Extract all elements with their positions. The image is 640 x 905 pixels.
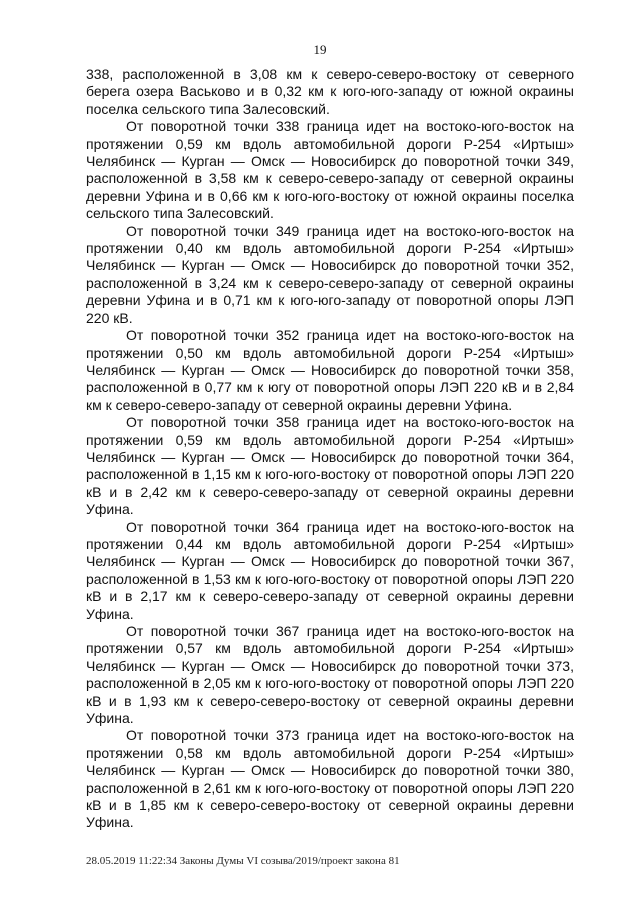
paragraph-point-358: От поворотной точки 358 граница идет на востоко-юго-восток на протяжении 0,59 км вдоль автомобильной дороги Р-254 «Иртыш» Челябинск — Курган — Омск — Новосибирск до поворотной точки 364, расположенной в 1,15 км к юго-юго-востоку от поворотной опоры ЛЭП 220 кВ и в 2,42 км к северо-северо-западу от северной окраины деревни Уфина. (86, 414, 574, 518)
paragraph-point-352: От поворотной точки 352 граница идет на востоко-юго-восток на протяжении 0,50 км вдоль автомобильной дороги Р-254 «Иртыш» Челябинск — Курган — Омск — Новосибирск до поворотной точки 358, расположенной в 0,77 км к югу от поворотной опоры ЛЭП 220 кВ и в 2,84 км к северо-северо-западу от северной окраины деревни Уфина. (86, 327, 574, 413)
paragraph-continuation: 338, расположенной в 3,08 км к северо-северо-востоку от северного берега озера Васьково и в 0,32 км к юго-юго-западу от южной окраины поселка сельского типа Залесовский. (86, 66, 574, 117)
paragraph-point-349: От поворотной точки 349 граница идет на востоко-юго-восток на протяжении 0,40 км вдоль автомобильной дороги Р-254 «Иртыш» Челябинск — Курган — Омск — Новосибирск до поворотной точки 352, расположенной в 3,24 км к северо-северо-западу от северной окраины деревни Уфина и в 0,71 км к юго-юго-западу от поворотной опоры ЛЭП 220 кВ. (86, 222, 574, 326)
document-body (86, 66, 574, 832)
paragraph-point-364: От поворотной точки 364 граница идет на востоко-юго-восток на протяжении 0,44 км вдоль автомобильной дороги Р-254 «Иртыш» Челябинск — Курган — Омск — Новосибирск до поворотной точки 367, расположенной в 1,53 км к юго-юго-востоку от поворотной опоры ЛЭП 220 кВ и в 2,17 км к северо-северо-западу от северной окраины деревни Уфина. (86, 518, 574, 622)
document-footer: 28.05.2019 11:22:34 Законы Думы VI созыва/2019/проект закона 81 (86, 855, 400, 867)
paragraph-point-373: От поворотной точки 373 граница идет на востоко-юго-восток на протяжении 0,58 км вдоль автомобильной дороги Р-254 «Иртыш» Челябинск — Курган — Омск — Новосибирск до поворотной точки 380, расположенной в 2,61 км к юго-юго-востоку от поворотной опоры ЛЭП 220 кВ и в 1,85 км к северо-северо-востоку от северной окраины деревни Уфина. (86, 727, 574, 831)
page-number: 19 (313, 42, 327, 57)
paragraph-point-338: От поворотной точки 338 граница идет на востоко-юго-восток на протяжении 0,59 км вдоль автомобильной дороги Р-254 «Иртыш» Челябинск — Курган — Омск — Новосибирск до поворотной точки 349, расположенной в 3,58 км к северо-северо-западу от северной окраины деревни Уфина и в 0,66 км к юго-юго-востоку от южной окраины поселка сельского типа Залесовский. (86, 118, 574, 222)
paragraph-point-367: От поворотной точки 367 граница идет на востоко-юго-восток на протяжении 0,57 км вдоль автомобильной дороги Р-254 «Иртыш» Челябинск — Курган — Омск — Новосибирск до поворотной точки 373, расположенной в 2,05 км к юго-юго-востоку от поворотной опоры ЛЭП 220 кВ и в 1,93 км к северо-северо-востоку от северной окраины деревни Уфина. (86, 623, 574, 727)
